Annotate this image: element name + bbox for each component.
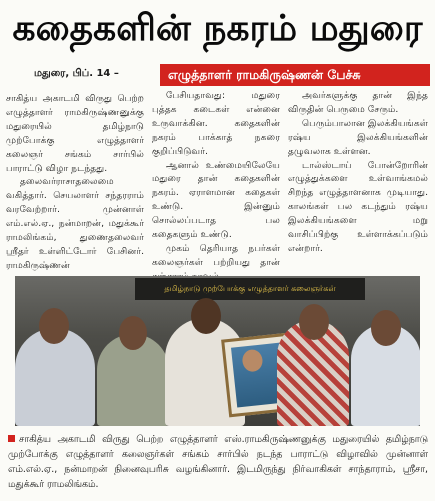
person-head — [299, 304, 329, 340]
dateline: மதுரை, பிப். 14 – — [34, 68, 119, 79]
paragraph: பெரும்பாலான இலக்கியங்கள் ரஷ்ய இலக்கியங்களின் தழுவலாக உள்ளன. — [288, 117, 428, 157]
person-head — [191, 298, 221, 334]
stage-banner: தமிழ்நாடு முற்போக்கு எழுத்தாளர் கலைஞர்கள் — [135, 278, 365, 300]
article-column-1 — [6, 92, 144, 273]
headline: கதைகளின் நகரம் மதுரை — [12, 8, 423, 49]
paragraph: தலைவர்ராசாதலைமை வகித்தார். செயலாளர் சந்தரராம் வரவேற்றார். முன்னாள் எம்.எல்.ஏ., நன்மாறன், மதுக்கூர் ராமலிங்கம், துணைதலைவர் ஸ்ரீதர் உள்ளிட்டோர் பேசினர். ராமகிருஷ்ணன் — [6, 176, 144, 271]
article-column-3 — [288, 89, 428, 256]
article-body — [6, 80, 429, 275]
person-head — [119, 316, 147, 350]
paragraph: டால்ஸ்டாய் போன்றோரின் எழுத்துக்களை உள்வாங்கமல் சிறந்த எழுத்தாளனாக முடியாது. காலங்கள் பல கடந்தும் ரஷ்ய இலக்கியங்களை மறு வாசிப்பிற்கு உள்ளாக்கப்படும் என்றார். — [288, 159, 428, 254]
caption-text: சாகித்ய அகாடமி விருது பெற்ற எழுத்தாளர் எஸ்.ராமகிருஷ்ணனுக்கு மதுரையில் தமிழ்நாடு முற்போக்கு எழுத்தாளர் கலைஞர்கள் சங்கம் சார்பில் நடந்த பாராட்டு விழாவில் முன்னாள் எம்.எல்.ஏ., நன்மாறன் நினைவுபரிசு வழங்கினார். இடமிருந்து நிர்வாகிகள் சாந்தாராம், ஸ்ரீசா, மதுக்கூர் ராமலிங்கம். — [8, 434, 428, 490]
caption-bullet-icon — [8, 435, 15, 442]
photo-caption — [8, 432, 428, 492]
person-head — [39, 308, 69, 344]
article-column-2 — [152, 89, 280, 284]
person-head — [371, 310, 401, 346]
paragraph: பேசியதாவது: மதுரை புத்தக கடைகள் என்னை உருவாக்கின. கதைகளின் நகரம் பாக்காத் நகரை குறிப்பிடுவர். — [152, 90, 280, 157]
event-photo — [15, 276, 420, 426]
paragraph: ஆனால் உண்மையிலேயே மதுரை தான் கதைகளின் நகரம். ஏராளமான கதைகள் உண்டு. இன்னும் சொல்லப்படாத பல கதைகளும் உண்டு. — [152, 159, 280, 241]
subheading-text: எழுத்தாளர் ராமகிருஷ்ணன் பேச்சு — [168, 66, 361, 82]
paragraph: சாகித்ய அகாடமி விருது பெற்ற எழுத்தாளர் ராமகிருஷ்ணனுக்கு மதுரையில் தமிழ்நாடு முற்போக்கு எழுத்தாளர் கலைஞர் சங்கம் சார்பில் பாராட்டு விழா நடந்தது. — [6, 93, 144, 174]
paragraph: அவர்களுக்கு தான் இந்த விருதின் பெருமை சேரும். — [288, 90, 428, 115]
paragraph: முகம் தெரியாத நபர்கள் கலைஞர்கள் பற்றியது தான் — [152, 242, 280, 268]
